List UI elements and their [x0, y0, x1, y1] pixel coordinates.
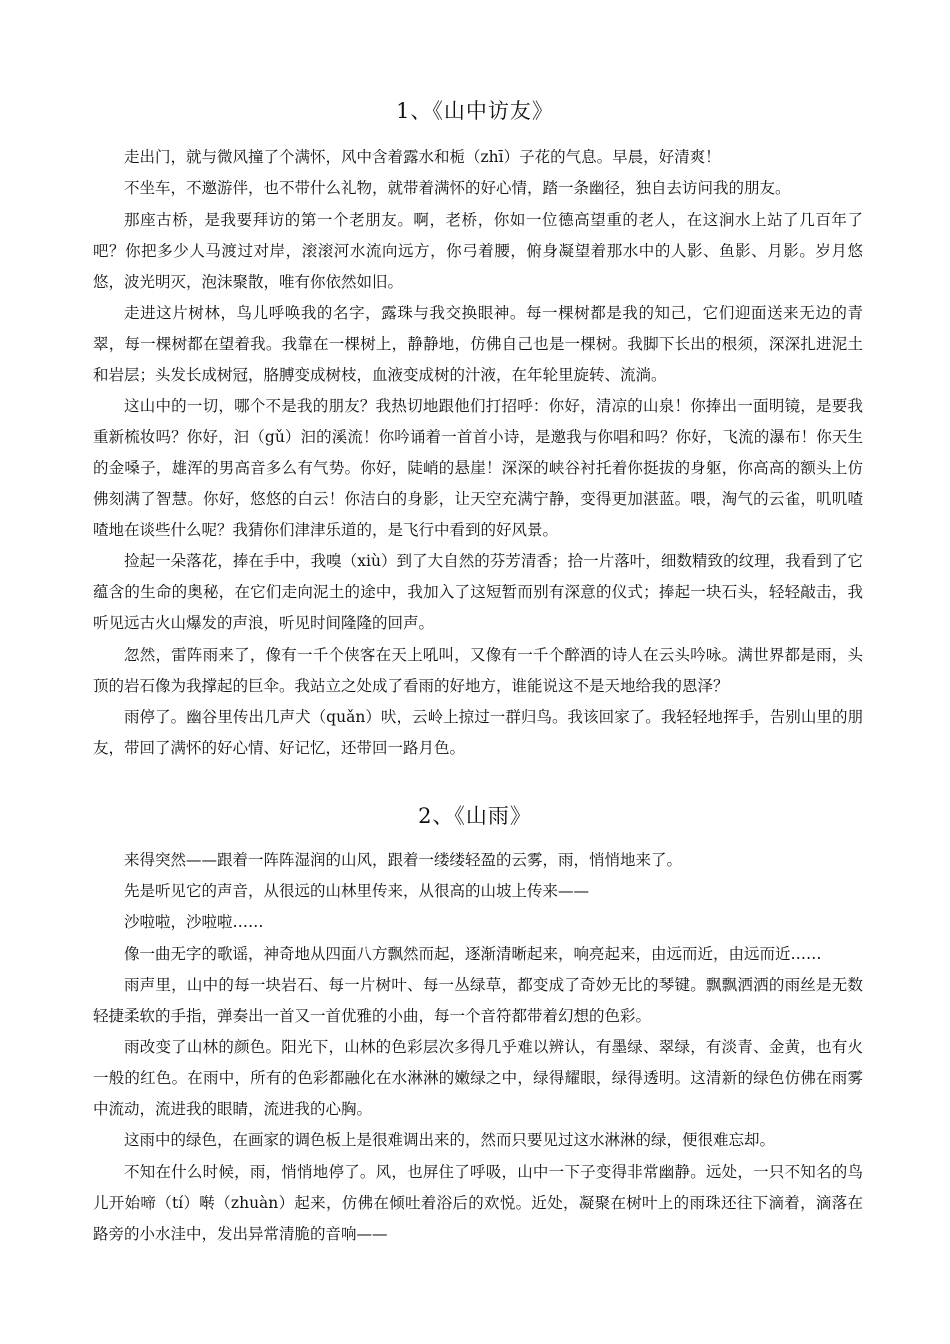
- section-2-title: 2、《山雨》: [418, 804, 532, 828]
- section-1-paragraph-7: 忽然，雷阵雨来了，像有一千个侠客在天上吼叫，又像有一千个醉酒的诗人在云头吟咏。满世界都是雨，头顶的岩石像为我撑起的巨伞。我站立之处成了看雨的好地方，谁能说这不是天地给我的恩泽？: [93, 646, 863, 695]
- section-1-paragraph-5: 这山中的一切，哪个不是我的朋友？我热切地跟他们打招呼：你好，清凉的山泉！你捧出一面明镜，是要我重新梳妆吗？你好，汩（gǔ）汩的溪流！你吟诵着一首首小诗，是邀我与你唱和吗？你好，飞流的瀑布！你天生的金嗓子，雄浑的男高音多么有气势。你好，陡峭的悬崖！深深的峡谷衬托着你挺拔的身躯，你高高的额头上仿佛刻满了智慧。你好，悠悠的白云！你洁白的身影，让天空充满宁静，变得更加湛蓝。喂，淘气的云雀，叽叽喳喳地在谈些什么呢？我猜你们津津乐道的，是飞行中看到的好风景。: [93, 397, 863, 539]
- section-2-paragraph-7: 这雨中的绿色，在画家的调色板上是很难调出来的，然而只要见过这水淋淋的绿，便很难忘却。: [124, 1131, 776, 1149]
- section-2-paragraph-8: 不知在什么时候，雨，悄悄地停了。风，也屏住了呼吸，山中一下子变得非常幽静。远处，一只不知名的鸟儿开始啼（tí）啭（zhuàn）起来，仿佛在倾吐着浴后的欢悦。近处，凝聚在树叶上的雨珠还往下滴着，滴落在路旁的小水洼中，发出异常清脆的音响——: [93, 1163, 863, 1243]
- section-1-paragraph-1: 走出门，就与微风撞了个满怀，风中含着露水和栀（zhī）子花的气息。早晨，好清爽！: [124, 148, 721, 166]
- section-1-title: 1、《山中访友》: [396, 99, 554, 123]
- section-1-paragraph-3: 那座古桥，是我要拜访的第一个老朋友。啊，老桥，你如一位德高望重的老人，在这涧水上站了几百年了吧？你把多少人马渡过对岸，滚滚河水流向远方，你弓着腰，俯身凝望着那水中的人影、鱼影、月影。岁月悠悠，波光明灭，泡沫聚散，唯有你依然如旧。: [93, 211, 863, 291]
- section-1-paragraph-2: 不坐车，不邀游伴，也不带什么礼物，就带着满怀的好心情，踏一条幽径，独自去访问我的朋友。: [124, 179, 791, 197]
- section-1-paragraph-6: 捡起一朵落花，捧在手中，我嗅（xiù）到了大自然的芬芳清香；拾一片落叶，细数精致的纹理，我看到了它蕴含的生命的奥秘，在它们走向泥土的途中，我加入了这短暂而别有深意的仪式；捧起一块石头，轻轻敲击，我听见远古火山爆发的声浪，听见时间隆隆的回声。: [93, 552, 863, 632]
- section-2-paragraph-2: 先是听见它的声音，从很远的山林里传来，从很高的山坡上传来——: [124, 882, 590, 900]
- section-2-paragraph-5: 雨声里，山中的每一块岩石、每一片树叶、每一丛绿草，都变成了奇妙无比的琴键。飘飘洒洒的雨丝是无数轻捷柔软的手指，弹奏出一首又一首优雅的小曲，每一个音符都带着幻想的色彩。: [93, 976, 863, 1025]
- section-2-paragraph-4: 像一曲无字的歌谣，神奇地从四面八方飘然而起，逐渐清晰起来，响亮起来，由远而近，由远而近……: [124, 945, 822, 963]
- section-1-paragraph-8: 雨停了。幽谷里传出几声犬（quǎn）吠，云岭上掠过一群归鸟。我该回家了。我轻轻地挥手，告别山里的朋友，带回了满怀的好心情、好记忆，还带回一路月色。: [93, 708, 863, 757]
- section-2-paragraph-6: 雨改变了山林的颜色。阳光下，山林的色彩层次多得几乎难以辨认，有墨绿、翠绿，有淡青、金黄，也有火一般的红色。在雨中，所有的色彩都融化在水淋淋的嫩绿之中，绿得耀眼，绿得透明。这清新的绿色仿佛在雨雾中流动，流进我的眼睛，流进我的心胸。: [93, 1038, 863, 1118]
- section-2-paragraph-3: 沙啦啦，沙啦啦……: [124, 913, 264, 931]
- section-1-paragraph-4: 走进这片树林，鸟儿呼唤我的名字，露珠与我交换眼神。每一棵树都是我的知己，它们迎面送来无边的青翠，每一棵树都在望着我。我靠在一棵树上，静静地，仿佛自己也是一棵树。我脚下长出的根须，深深扎进泥土和岩层；头发长成树冠，胳膊变成树枝，血液变成树的汁液，在年轮里旋转、流淌。: [93, 304, 863, 384]
- section-2-paragraph-1: 来得突然——跟着一阵阵湿润的山风，跟着一缕缕轻盈的云雾，雨，悄悄地来了。: [124, 851, 683, 869]
